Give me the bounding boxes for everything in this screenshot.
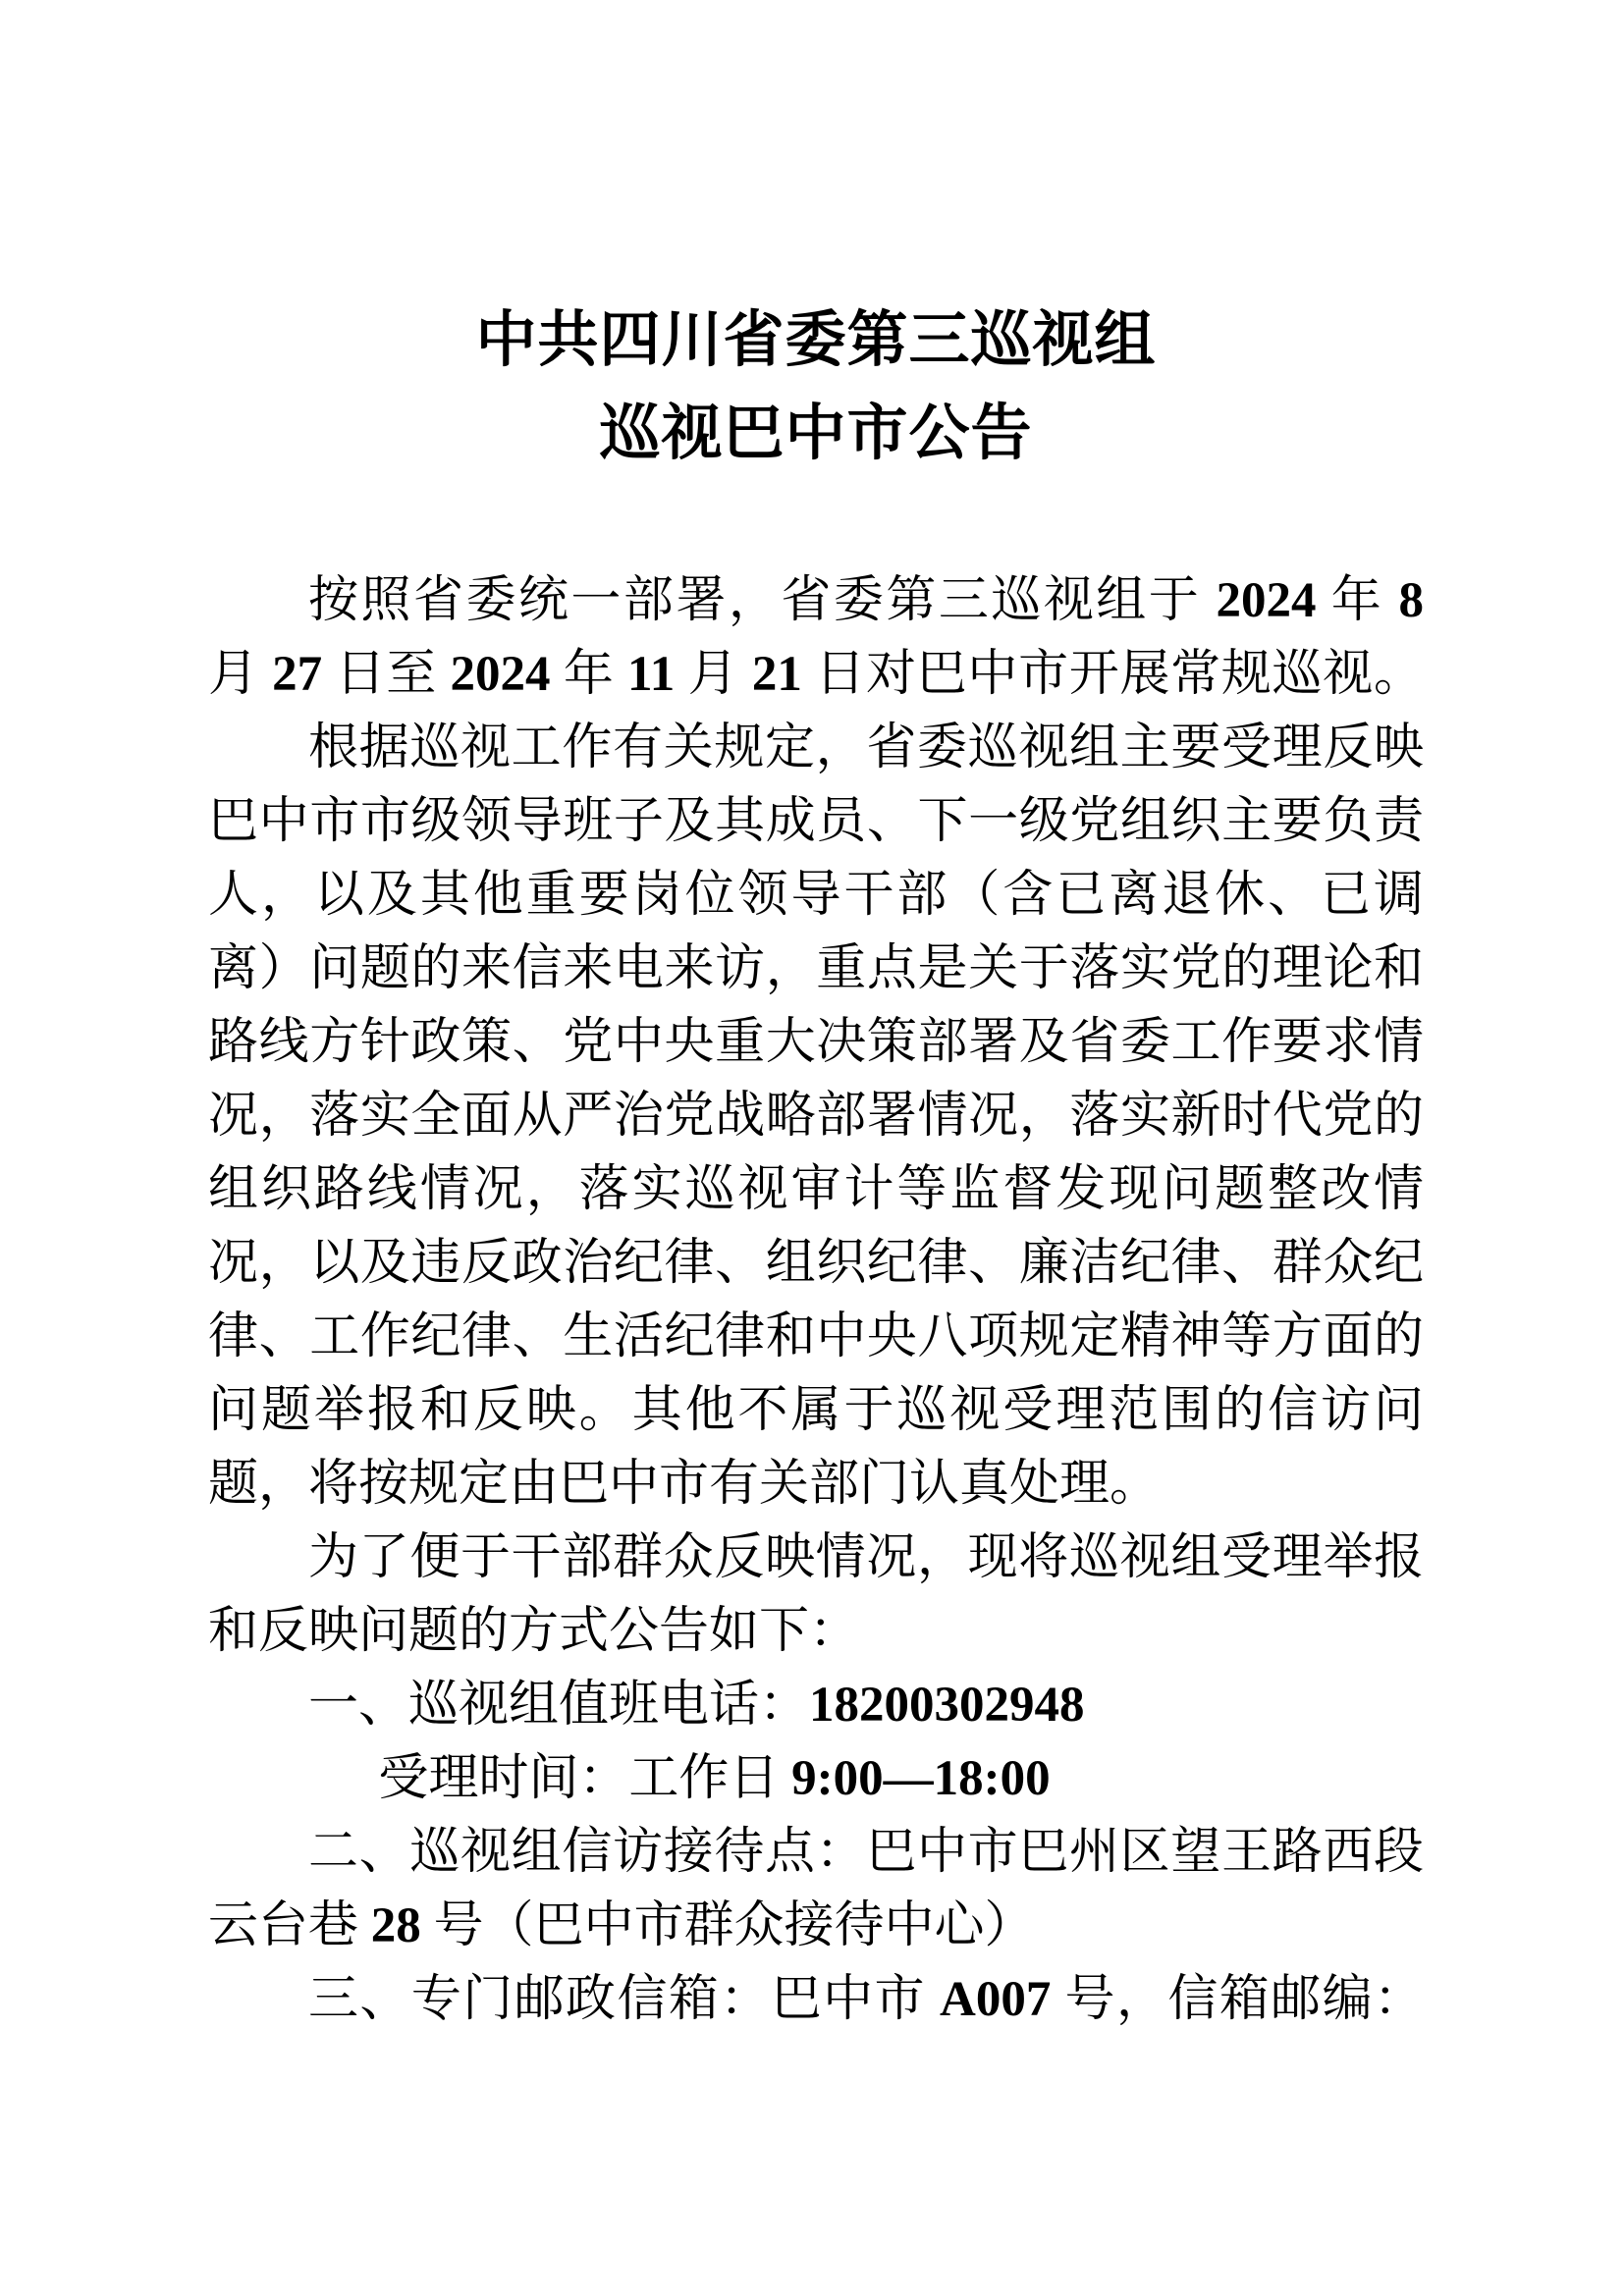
paragraph-scope-line: 根据巡视工作有关规定，省委巡视组主要受理反映 bbox=[308, 721, 1424, 775]
paragraph-scope-line: 况，落实全面从严治党战略部署情况，落实新时代党的 bbox=[208, 1089, 1424, 1144]
numeric-text: 8 bbox=[1398, 573, 1424, 628]
numeric-text: A007 bbox=[940, 1972, 1052, 2027]
numeric-text: 28 bbox=[370, 1898, 421, 1953]
item-mailbox-line: 三、专门邮政信箱：巴中市 A007 号，信箱邮编： bbox=[308, 1972, 1424, 2027]
numeric-text: 18200302948 bbox=[809, 1678, 1085, 1733]
paragraph-scope-line: 题，将按规定由巴中市有关部门认真处理。 bbox=[208, 1457, 1161, 1512]
numeric-text: 2024 bbox=[450, 647, 551, 702]
paragraph-scope-line: 问题举报和反映。其他不属于巡视受理范围的信访问 bbox=[208, 1383, 1424, 1438]
document-title-line-1: 中共四川省委第三巡视组 bbox=[475, 307, 1157, 374]
doc-body bbox=[208, 564, 1424, 2037]
document-title-line-2: 巡视巴中市公告 bbox=[599, 400, 1033, 467]
item-reception-point-line: 云台巷 28 号（巴中市群众接待中心） bbox=[208, 1898, 1035, 1953]
paragraph-scope-line: 路线方针政策、党中央重大决策部署及省委工作要求情 bbox=[208, 1015, 1424, 1070]
numeric-text: 2024 bbox=[1216, 573, 1317, 628]
document-content bbox=[208, 294, 1424, 2037]
paragraph-scope-line: 离）问题的来信来电来访，重点是关于落实党的理论和 bbox=[208, 941, 1424, 996]
paragraph-scope-line: 组织路线情况，落实巡视审计等监督发现问题整改情 bbox=[208, 1162, 1424, 1217]
item-reception-point-line: 二、巡视组信访接待点：巴中市巴州区望王路西段 bbox=[308, 1825, 1424, 1880]
numeric-text: 21 bbox=[751, 647, 802, 702]
paragraph-scope-line: 况，以及违反政治纪律、组织纪律、廉洁纪律、群众纪 bbox=[208, 1236, 1424, 1291]
paragraph-scope-line: 巴中市市级领导班子及其成员、下一级党组织主要负责 bbox=[208, 794, 1424, 849]
paragraph-inspection-period-line: 月 27 日至 2024 年 11 月 21 日对巴中市开展常规巡视。 bbox=[208, 647, 1424, 702]
paragraph-inspection-period-line: 按照省委统一部署，省委第三巡视组于 2024 年 8 bbox=[308, 573, 1424, 628]
item-phone-line: 受理时间：工作日 9:00—18:00 bbox=[378, 1751, 1051, 1806]
numeric-text: 11 bbox=[627, 647, 676, 702]
document-title bbox=[208, 294, 1424, 481]
paragraph-contact-intro-line: 和反映问题的方式公告如下： bbox=[208, 1604, 860, 1659]
numeric-text: 27 bbox=[272, 647, 323, 702]
paragraph-scope-line: 人，以及其他重要岗位领导干部（含已离退休、已调 bbox=[208, 868, 1424, 923]
item-phone-line: 一、巡视组值班电话：18200302948 bbox=[308, 1678, 1085, 1733]
paragraph-scope-line: 律、工作纪律、生活纪律和中央八项规定精神等方面的 bbox=[208, 1309, 1424, 1364]
numeric-text: 9:00—18:00 bbox=[791, 1751, 1051, 1806]
paragraph-contact-intro-line: 为了便于干部群众反映情况，现将巡视组受理举报 bbox=[308, 1530, 1424, 1585]
